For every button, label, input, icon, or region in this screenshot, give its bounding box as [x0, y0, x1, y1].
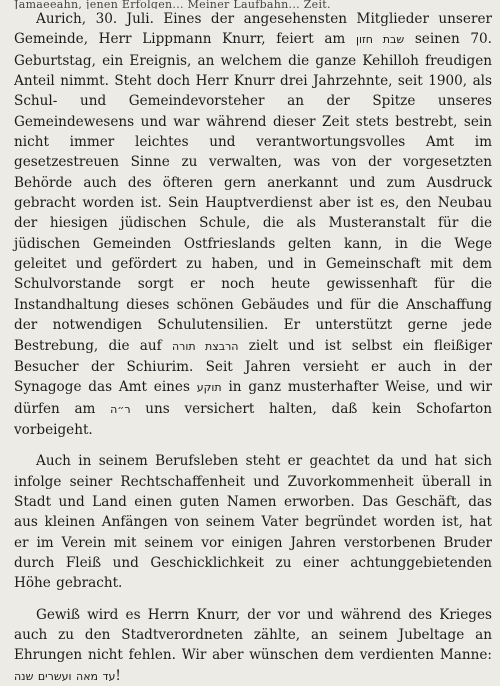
- article-paragraph-2: [14, 451, 492, 593]
- article-paragraph-3: [14, 605, 492, 686]
- hebrew-term: עד מאה ועשרים שנה: [14, 669, 116, 683]
- cut-off-top-line: Jamaeeahn, jenen Erfolgen... Meiner Laufbahn... Zeit.: [14, 0, 331, 9]
- article-paragraph-1: [14, 9, 492, 440]
- hebrew-term: תוקע: [196, 381, 222, 395]
- paragraph-gap: [14, 440, 492, 451]
- paragraph-gap: [14, 594, 492, 605]
- text-run: in ganz musterhafter Weise, und wir dürfen am: [14, 379, 492, 417]
- text-run: Aurich, 30. Juli. Eines der angesehensten Mitglieder unserer Gemeinde, Herr Lippmann Knurr, feiert am: [14, 11, 492, 48]
- text-run: Gewiß wird es Herrn Knurr, der vor und während des Krieges auch zu den Stadtverordneten zählte, an seinem Jubeltage an Ehrungen nicht fehlen. Wir aber wünschen dem verdienten Manne:: [14, 606, 492, 664]
- text-run: uns versichert halten, daß kein Schofarton vorbeigeht.: [14, 400, 492, 438]
- text-run: Auch in seinem Berufsleben steht er geachtet da und hat sich infolge seiner Rechtschaffenheit und Zuvorkommenheit überall in Stadt und Land einen guten Namen erworben. Das Geschäft, das aus kleinen Anfängen von seinem Vater begründet worden ist, hat er im Verein mit seinem vor einigen Jahren verstorbenen Bruder durch Fleiß und Geschicklichkeit zu einer achtunggebietenden Höhe gebracht.: [14, 453, 492, 592]
- hebrew-term: שבת חזון: [355, 33, 405, 47]
- hebrew-term: ר״ה: [110, 402, 131, 416]
- text-run: !: [115, 667, 121, 684]
- text-run: zielt und ist selbst ein fleißiger Besucher der Schiurim. Seit Jahren versieht er auch in der Synagoge das Amt eines: [14, 337, 493, 396]
- hebrew-term: הרבצת תורה: [171, 339, 239, 353]
- text-run: seinen 70. Geburtstag, ein Ereignis, an welchem die ganze Kehilloh freudigen Anteil nimmt. Steht doch Herr Knurr drei Jahrzehnte, seit 1900, als Schul- und Gemeindevorsteher an der Spitze unseres Gemeindewesens und war während dieser Zeit stets bestrebt, sein nicht immer leichtes und verantwortungsvolles Amt im gesetzestreuen Sinne zu verwalten, was von der vorgesetzten Behörde auch des öfteren gern anerkannt und zum Ausdruck gebracht worden ist. Sein Hauptverdienst aber ist es, den Neubau der hiesigen jüdischen Schule, die als Musteranstalt für die jüdischen Gemeinden Ostfrieslands gelten kann, in die Wege geleitet und gefördert zu haben, und in Gemeinschaft mit dem Schulvorstande sorgt er noch heute gewissenhaft für die Instandhaltung dieses schönen Gebäudes und für die Anschaffung der notwendigen Schulutensilien. Er unterstützt gerne jede Bestrebung, die auf: [14, 31, 493, 354]
